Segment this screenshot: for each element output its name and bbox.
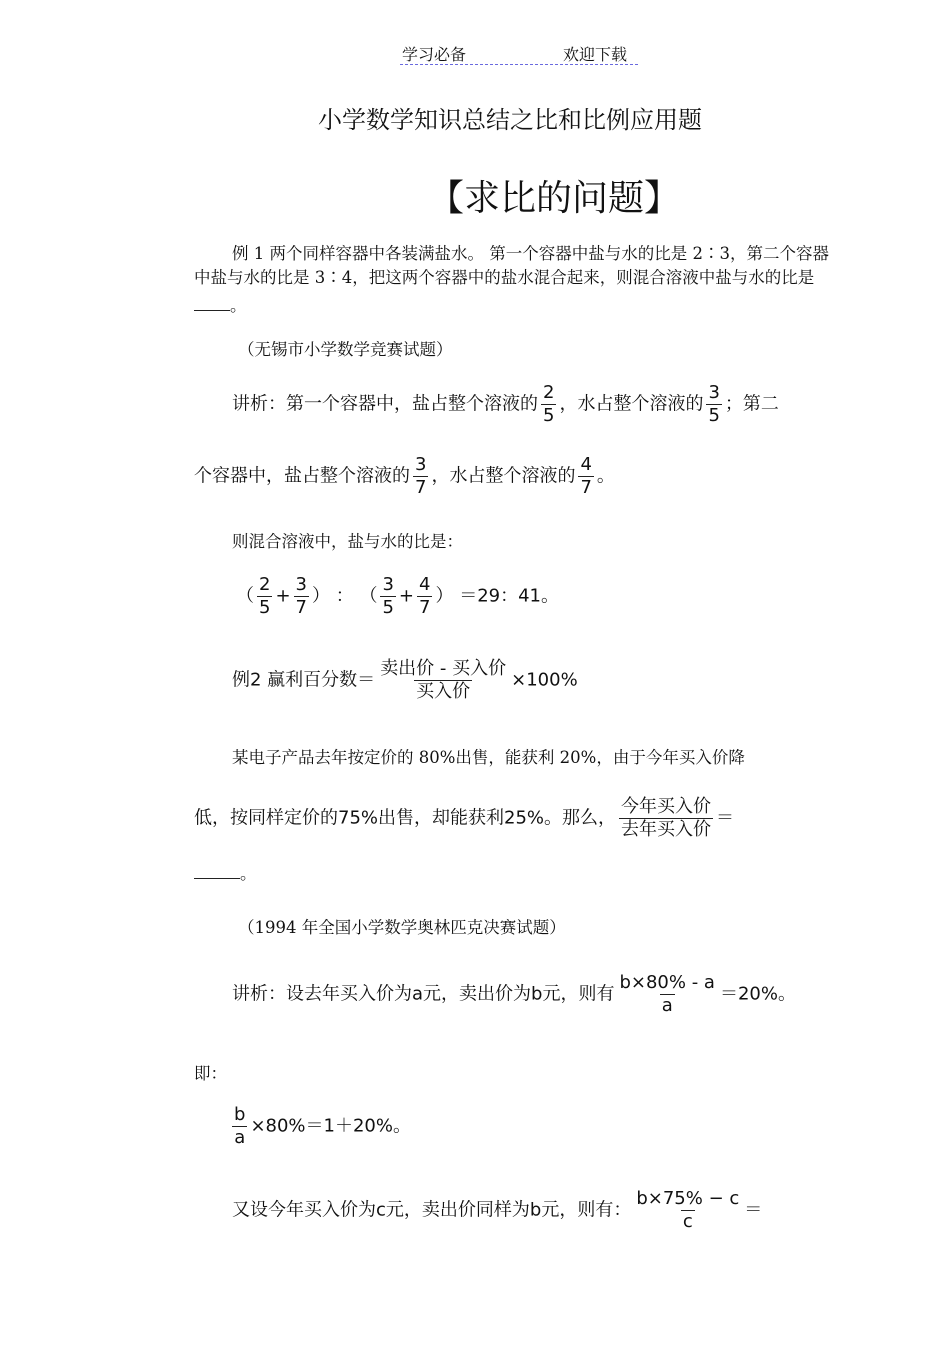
denominator: 7 [295,597,307,618]
example2-blank-line [194,860,257,884]
example1-line3 [194,292,247,316]
equals-sign: ＝ [716,807,735,829]
analysis-text: 讲析：设去年买入价为a元，卖出价为b元，则有 [232,983,615,1005]
fraction-3-5 [380,576,395,617]
example1-analysis-b [194,456,615,497]
analysis-text: ，水占整个溶液的 [431,465,576,487]
numerator: 今年买入价 [621,796,712,817]
example1-source: （无锡市小学数学竞赛试题） [238,340,453,359]
denominator: 7 [415,477,427,498]
equals-sign: ＝ [744,1199,763,1221]
denominator: 买入价 [416,681,471,702]
example1-line2: 中盐与水的比是 3∶4，把这两个容器中的盐水混合起来，则混合溶液中盐与水的比是 [194,268,815,287]
period: 。 [230,296,247,315]
fraction-3-7 [413,456,428,497]
denominator: 5 [259,597,271,618]
fraction-2-5 [257,576,272,617]
problem-text: 低，按同样定价的75%出售，却能获利25%。那么， [194,807,617,829]
again-fraction [634,1190,741,1231]
numerator: 3 [415,454,427,475]
analysis-fraction [617,974,716,1015]
ratio-colon: ： [335,585,354,607]
equation-text: ×80%＝1＋20%。 [250,1115,411,1137]
b-over-a-fraction [232,1106,247,1147]
numerator: 2 [259,574,271,595]
formula-label: 例2 赢利百分数＝ [232,669,376,691]
paren-open: （ [236,585,254,607]
again-line [232,1190,762,1231]
ji-label: 即： [194,1064,227,1083]
period: 。 [240,864,257,883]
numerator: b×80% - a [619,972,715,993]
plus-sign: + [398,585,415,607]
denominator: 7 [580,477,592,498]
mix-text: 则混合溶液中，盐与水的比是： [232,532,463,551]
denominator: 5 [708,405,720,426]
analysis-text: 个容器中，盐占整个溶液的 [194,465,410,487]
example2-analysis [232,974,796,1015]
numerator: 2 [543,382,555,403]
header-right: 欢迎下载 [563,45,628,64]
analysis-text: ；第二 [724,393,779,415]
denominator: 7 [419,597,431,618]
fraction-2-5 [541,384,556,425]
answer-blank [194,298,230,311]
analysis-text: 。 [596,465,615,487]
numerator: 4 [580,454,592,475]
denominator: 5 [543,405,555,426]
equation-result: ＝29：41。 [459,585,560,607]
paren-close: ） [435,585,454,607]
denominator: 去年买入价 [621,819,712,840]
fraction-4-7 [417,576,432,617]
formula-suffix: ×100% [511,669,578,691]
header-left: 学习必备 [402,45,467,64]
numerator: b×75% − c [636,1188,740,1209]
analysis-text: ＝20%。 [719,983,796,1005]
denominator: a [234,1127,246,1148]
denominator: 5 [382,597,394,618]
header-divider [400,64,638,65]
section-heading: 【求比的问题】 [428,178,681,219]
fraction-3-5 [706,384,721,425]
analysis-text: ，水占整个溶液的 [559,393,704,415]
numerator: 3 [382,574,394,595]
example2-problem-line2 [194,798,734,839]
paren-open: （ [359,585,378,607]
example2-problem-line1: 某电子产品去年按定价的 80%出售，能获利 20%，由于今年买入价降 [232,748,745,767]
plus-sign: + [275,585,291,607]
numerator: 3 [708,382,720,403]
profit-formula [232,660,578,701]
equation-two [232,1106,411,1147]
mix-equation [236,576,559,617]
analysis-text: 又设今年买入价为c元，卖出价同样为b元，则有： [232,1199,632,1221]
profit-fraction [378,660,508,701]
numerator: 3 [295,574,307,595]
denominator: c [682,1211,693,1232]
fraction-4-7 [578,456,593,497]
example2-source: （1994 年全国小学数学奥林匹克决赛试题） [238,918,566,937]
analysis-text: 讲析：第一个容器中，盐占整个溶液的 [232,393,538,415]
page-title: 小学数学知识总结之比和比例应用题 [318,106,702,134]
paren-close: ） [312,585,330,607]
example1-analysis-a [232,384,779,425]
numerator: 4 [419,574,431,595]
fraction-3-7 [294,576,309,617]
numerator: 卖出价 - 买入价 [380,658,507,679]
denominator: a [661,995,673,1016]
example1-line1: 例 1 两个同样容器中各装满盐水。 第一个容器中盐与水的比是 2∶3，第二个容器 [232,244,829,263]
answer-blank [194,864,240,879]
price-ratio-fraction [619,798,713,839]
numerator: b [234,1104,246,1125]
